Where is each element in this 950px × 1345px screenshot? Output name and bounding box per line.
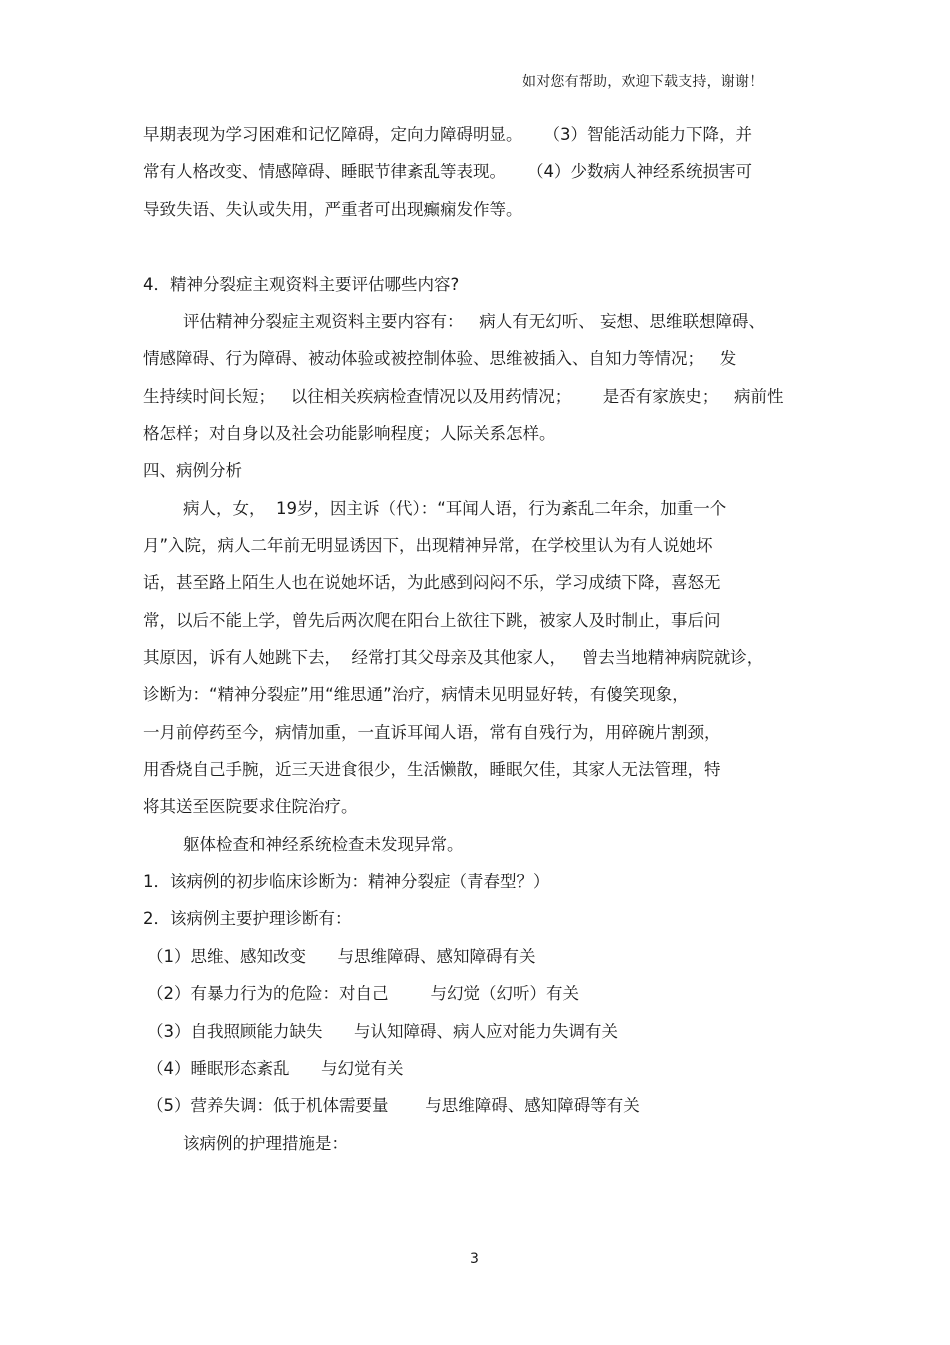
text-line: 将其送至医院要求住院治疗。: [143, 797, 358, 816]
page-number: 3: [470, 1251, 479, 1267]
nursing-diagnosis-item: （3）自我照顾能力缺失 与认知障碍、病人应对能力失调有关: [147, 1022, 618, 1041]
text-line: 情感障碍、行为障碍、被动体验或被控制体验、思维被插入、自知力等情况； 发: [143, 349, 737, 368]
text-line: 躯体检查和神经系统检查未发现异常。: [183, 835, 464, 854]
text-line: 常有人格改变、情感障碍、睡眠节律紊乱等表现。 （4）少数病人神经系统损害可: [143, 162, 752, 181]
header-note: 如对您有帮助，欢迎下载支持，谢谢！: [522, 74, 764, 90]
list-item: 1．该病例的初步临床诊断为：精神分裂症（青春型？）: [143, 872, 550, 891]
text-line: 该病例的护理措施是：: [183, 1134, 348, 1153]
question-heading: 4．精神分裂症主观资料主要评估哪些内容?: [143, 275, 460, 294]
nursing-diagnosis-item: （2）有暴力行为的危险：对自己 与幻觉（幻听）有关: [147, 984, 579, 1003]
text-line: 生持续时间长短； 以往相关疾病检查情况以及用药情况； 是否有家族史； 病前性: [143, 387, 784, 406]
nursing-diagnosis-item: （1）思维、感知改变 与思维障碍、感知障碍有关: [147, 947, 536, 966]
section-heading: 四、病例分析: [143, 461, 242, 480]
text-line: 早期表现为学习困难和记忆障碍，定向力障碍明显。 （3）智能活动能力下降，并: [143, 125, 752, 144]
text-line: 常，以后不能上学，曾先后两次爬在阳台上欲往下跳，被家人及时制止，事后问: [143, 611, 721, 630]
nursing-diagnosis-item: （4）睡眠形态紊乱 与幻觉有关: [147, 1059, 404, 1078]
text-line: 格怎样；对自身以及社会功能影响程度；人际关系怎样。: [143, 424, 556, 443]
text-line: 用香烧自己手腕，近三天进食很少，生活懒散，睡眠欠佳，其家人无法管理，特: [143, 760, 721, 779]
text-line: 一月前停药至今，病情加重，一直诉耳闻人语，常有自残行为，用碎碗片割颈，: [143, 723, 721, 742]
text-line: 月”入院，病人二年前无明显诱因下，出现精神异常，在学校里认为有人说她坏: [143, 536, 713, 555]
text-line: 导致失语、失认或失用，严重者可出现癫痫发作等。: [143, 200, 523, 219]
text-line: 评估精神分裂症主观资料主要内容有： 病人有无幻听、 妄想、思维联想障碍、: [183, 312, 765, 331]
list-item: 2．该病例主要护理诊断有：: [143, 909, 352, 928]
nursing-diagnosis-item: （5）营养失调：低于机体需要量 与思维障碍、感知障碍等有关: [147, 1096, 640, 1115]
text-line: 病人，女， 19岁，因主诉（代）：“耳闻人语，行为紊乱二年余，加重一个: [183, 499, 727, 518]
text-line: 其原因，诉有人她跳下去， 经常打其父母亲及其他家人， 曾去当地精神病院就诊，: [143, 648, 764, 667]
text-line: 话，甚至路上陌生人也在说她坏话，为此感到闷闷不乐，学习成绩下降，喜怒无: [143, 573, 721, 592]
text-line: 诊断为：“精神分裂症”用“维思通”治疗，病情未见明显好转，有傻笑现象，: [143, 685, 689, 704]
